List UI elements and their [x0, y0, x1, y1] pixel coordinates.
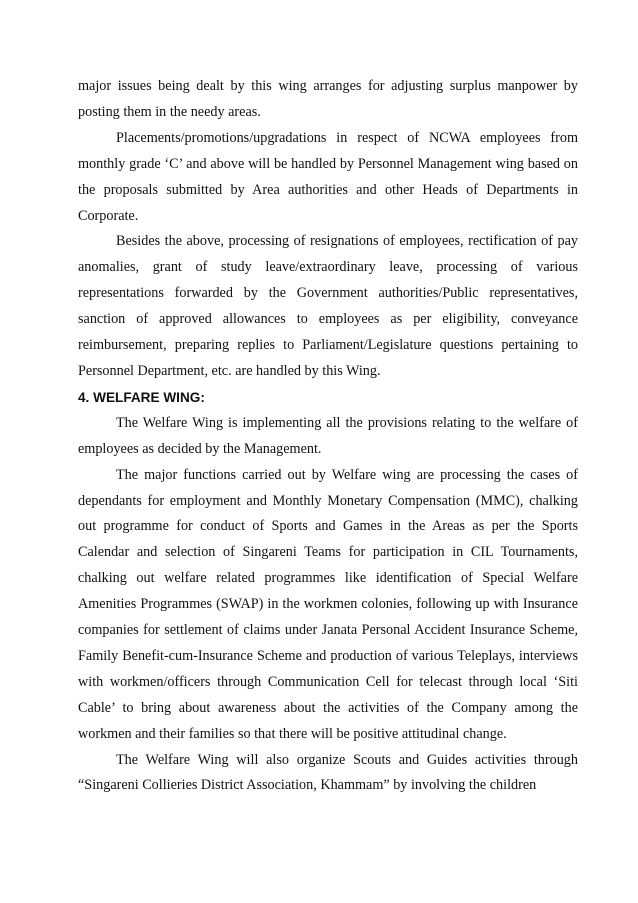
paragraph-welfare-functions: The major functions carried out by Welfare wing are processing the cases of dependants for employment and Monthly Monetary Compensation (MMC), chalking out programme for conduct of Sports and Games in the Areas as per the Sports Calendar and selection of Singareni Teams for participation in CIL Tournaments, chalking out welfare related programmes like identification of Special Welfare Amenities Programmes (SWAP) in the workmen colonies, following up with Insurance companies for settlement of claims under Janata Personal Accident Insurance Scheme, Family Benefit-cum-Insurance Scheme and production of various Teleplays, interviews with workmen/officers through Communication Cell for telecast through local ‘Siti Cable’ to bring about awareness about the activities of the Company among the workmen and their families so that there will be positive attitudinal change.: [78, 466, 578, 742]
paragraph-resignations-processing: Besides the above, processing of resignations of employees, rectification of pay anomalies, grant of study leave/extraordinary leave, processing of various representations forwarded by the Government authorities/Public representatives, sanction of approved allowances to employees as per eligibility, conveyance reimbursement, preparing replies to Parliament/Legislature questions pertaining to Personnel Department, etc. are handled by this Wing.: [78, 233, 578, 379]
document-page: [78, 74, 578, 799]
paragraph-surplus-manpower: major issues being dealt by this wing arranges for adjusting surplus manpower by posting them in the needy areas.: [78, 78, 578, 120]
paragraph-scouts-guides: The Welfare Wing will also organize Scouts and Guides activities through “Singareni Collieries District Association, Khammam” by involving the children: [78, 751, 578, 794]
paragraph-welfare-provisions: The Welfare Wing is implementing all the provisions relating to the welfare of employees as decided by the Management.: [78, 414, 578, 457]
paragraph-placements-promotions: Placements/promotions/upgradations in respect of NCWA employees from monthly grade ‘C’ and above will be handled by Personnel Management wing based on the proposals submitted by Area authorities and other Heads of Departments in Corporate.: [78, 129, 578, 224]
section-heading-welfare-wing: 4. WELFARE WING:: [78, 389, 205, 405]
